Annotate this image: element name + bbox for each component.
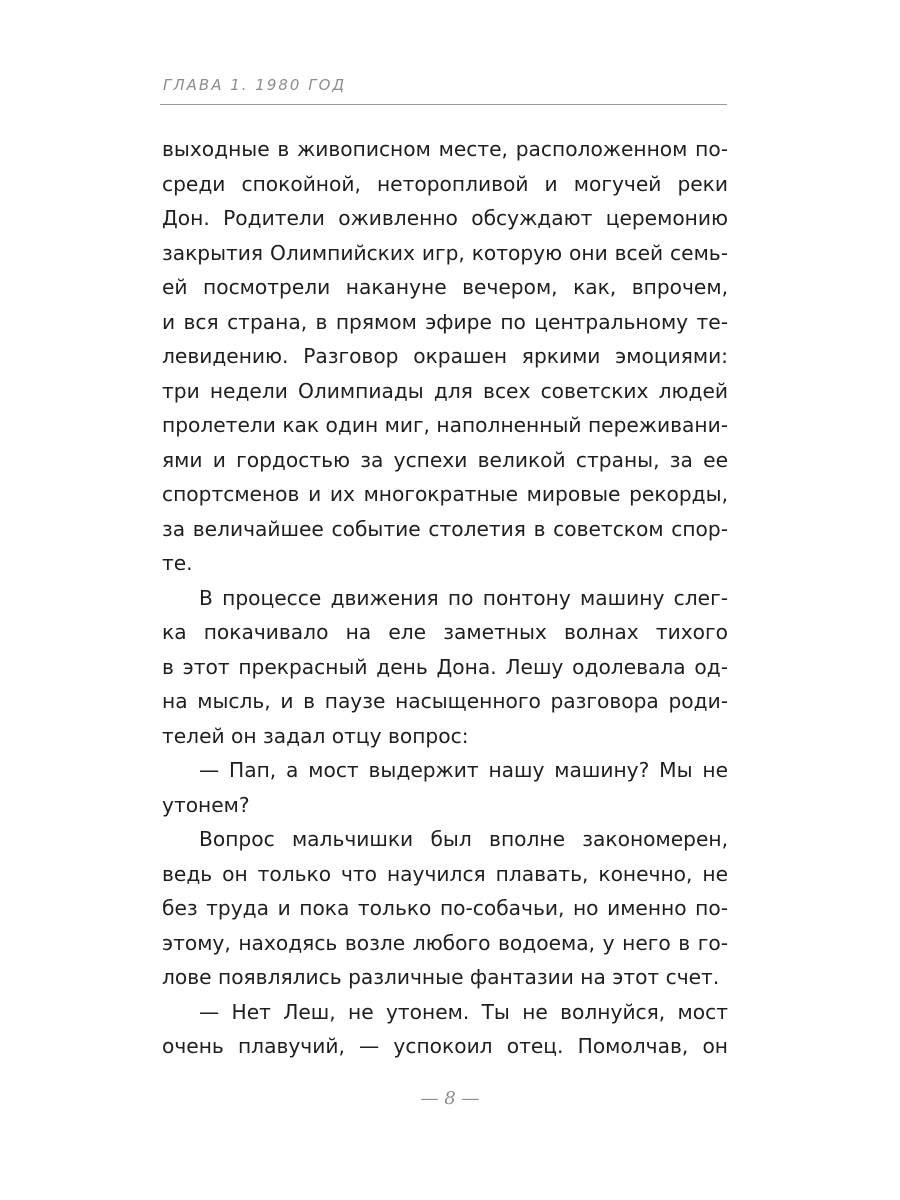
text-line: телей он задал отцу вопрос:: [162, 723, 469, 748]
text-line: выходные в живописном месте, расположенном по-: [162, 137, 728, 161]
text-line: ей посмотрели накануне вечером, как, впрочем,: [162, 275, 728, 299]
text-line: те.: [162, 551, 193, 575]
text-line: в этот прекрасный день Дона. Лешу одолевала од-: [162, 654, 728, 679]
paragraph-start-line: Вопрос мальчишки был вполне закономерен,: [199, 827, 728, 851]
text-line: пролетели как один миг, наполненный переживани-: [162, 413, 728, 437]
text-line: ями и гордостью за успехи великой страны, за ее: [162, 447, 728, 472]
page-number: — 8 —: [420, 1088, 480, 1109]
text-line: утонем?: [162, 792, 250, 817]
text-line: левидению. Разговор окрашен яркими эмоциями:: [162, 344, 728, 368]
text-line: и вся страна, в прямом эфире по центральному те-: [162, 309, 728, 334]
text-line: без труда и пока только по-собачьи, но именно по-: [162, 896, 728, 920]
text-line: за величайшее событие столетия в советском спор-: [162, 516, 728, 541]
text-line: ведь он только что научился плавать, конечно, не: [162, 861, 728, 886]
text-line: ка покачивало на еле заметных волнах тихого: [162, 620, 728, 644]
text-line: на мысль, и в паузе насыщенного разговора роди-: [162, 689, 728, 713]
text-line: Дон. Родители оживленно обсуждают церемонию: [162, 206, 728, 230]
text-line: лове появлялись различные фантазии на этот счет.: [162, 965, 720, 989]
text-line: этому, находясь возле любого водоема, у него в го-: [162, 930, 728, 955]
text-line: закрытия Олимпийских игр, которую они всей семь-: [162, 240, 728, 265]
text-line: три недели Олимпиады для всех советских людей: [162, 378, 728, 403]
text-line: очень плавучий, — успокоил отец. Помолчав, он: [162, 1034, 728, 1058]
dialogue-line: — Нет Леш, не утонем. Ты не волнуйся, мост: [199, 999, 728, 1024]
body-text: [162, 132, 728, 1064]
text-line: спортсменов и их многократные мировые рекорды,: [162, 482, 728, 506]
text-line: среди спокойной, неторопливой и могучей реки: [162, 171, 728, 196]
header-rule: [160, 104, 727, 105]
running-head: ГЛАВА 1. 1980 ГОД: [163, 76, 347, 94]
dialogue-line: — Пап, а мост выдержит нашу машину? Мы не: [199, 758, 728, 782]
paragraph-start-line: В процессе движения по понтону машину слег-: [199, 585, 728, 610]
